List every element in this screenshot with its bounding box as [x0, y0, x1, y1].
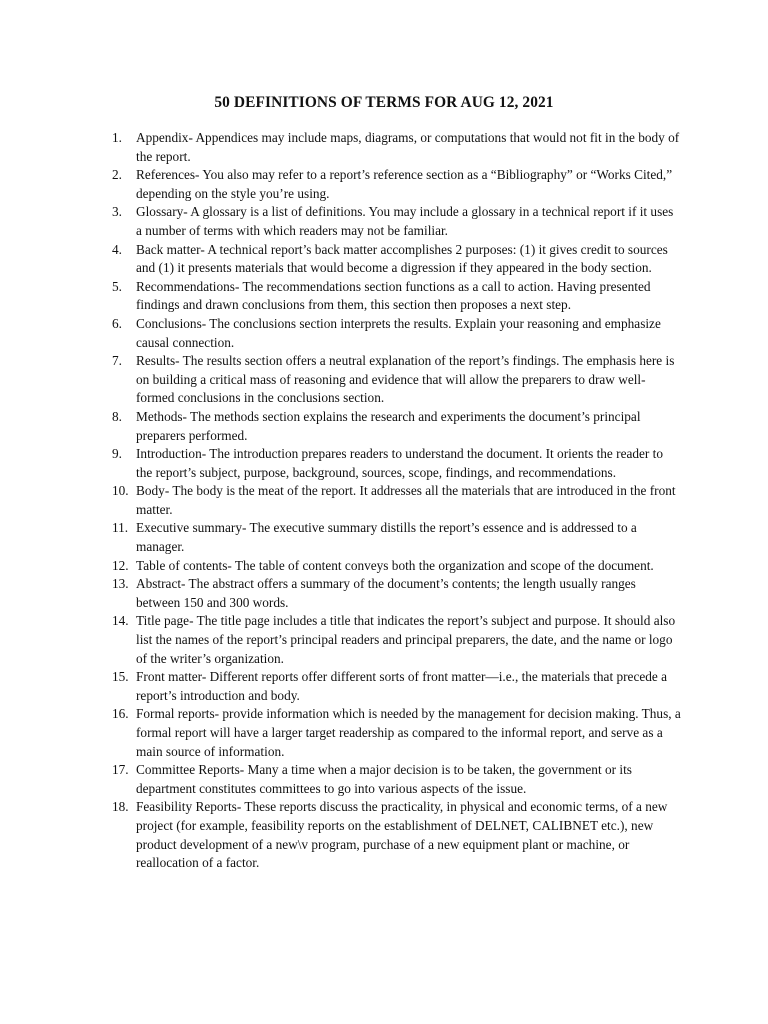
definition-item [112, 482, 682, 519]
definition-text: Back matter- A technical report’s back matter accomplishes 2 purposes: (1) it gives credit to sources and (1) it presents materials that would become a digression if they appeared in the body section. [136, 241, 668, 276]
definition-number: 9. [112, 446, 122, 462]
definition-number: 4. [112, 241, 122, 257]
definition-text: Abstract- The abstract offers a summary of the document’s contents; the length usually ranges between 150 and 300 words. [136, 576, 636, 610]
definition-number: 5. [112, 278, 122, 294]
definition-number: 8. [112, 408, 122, 424]
definition-number: 2. [112, 167, 122, 183]
definition-text: Results- The results section offers a neutral explanation of the report’s findings. The emphasis here is on building a critical mass of reasoning and evidence that will allow the preparers to draw well-formed conclusions in the conclusions section. [136, 353, 675, 406]
definition-number: 17. [112, 762, 129, 778]
definition-item [112, 241, 682, 278]
definition-item [112, 129, 682, 166]
definition-text: Formal reports- provide information which is needed by the management for decision making. Thus, a formal report will have a larger target readership as compared to the informal report, and serve as a main source of information. [136, 706, 681, 759]
definition-item [112, 445, 682, 482]
definition-number: 12. [112, 557, 129, 573]
definition-number: 16. [112, 706, 129, 722]
definition-text: Recommendations- The recommendations section functions as a call to action. Having presented findings and drawn conclusions from them, this section then proposes a next step. [136, 278, 651, 313]
definition-item [112, 705, 682, 761]
definition-item [112, 203, 682, 240]
definition-item [112, 315, 682, 352]
definition-text: Table of contents- The table of content conveys both the organization and scope of the document. [136, 557, 654, 573]
definition-item [112, 519, 682, 556]
definition-number: 15. [112, 669, 129, 685]
definition-item [112, 612, 682, 668]
definitions-list [112, 129, 682, 873]
definition-item [112, 575, 682, 612]
definition-text: Methods- The methods section explains the research and experiments the document’s principal preparers performed. [136, 408, 641, 443]
definition-text: References- You also may refer to a report’s reference section as a “Bibliography” or “Works Cited,” depending on the style you’re using. [136, 167, 673, 201]
definition-text: Executive summary- The executive summary distills the report’s essence and is addressed to a manager. [136, 520, 637, 555]
definition-text: Feasibility Reports- These reports discuss the practicality, in physical and economic terms, of a new project (for example, feasibility reports on the establishment of DELNET, CALIBNET etc.), new product development of a new\v program, purchase of a new equipment plant or machine, or reallocation of a factor. [136, 799, 668, 871]
definition-item [112, 798, 682, 872]
definition-item [112, 557, 682, 576]
definition-number: 3. [112, 204, 122, 220]
definition-item [112, 278, 682, 315]
definition-text: Conclusions- The conclusions section interprets the results. Explain your reasoning and emphasize causal connection. [136, 315, 661, 350]
definition-number: 18. [112, 799, 129, 815]
definition-item [112, 352, 682, 408]
definition-text: Glossary- A glossary is a list of definitions. You may include a glossary in a technical report if it uses a number of terms with which readers may not be familiar. [136, 204, 674, 238]
definition-item [112, 166, 682, 203]
definition-item [112, 668, 682, 705]
definition-number: 11. [112, 520, 129, 536]
definition-item [112, 761, 682, 798]
definition-text: Committee Reports- Many a time when a major decision is to be taken, the government or its department constitutes committees to go into various aspects of the issue. [136, 762, 632, 796]
definition-number: 14. [112, 613, 129, 629]
definition-number: 7. [112, 353, 122, 369]
definition-number: 10. [112, 483, 129, 499]
definition-text: Body- The body is the meat of the report. It addresses all the materials that are introduced in the front matter. [136, 483, 676, 517]
definition-item [112, 408, 682, 445]
definition-text: Front matter- Different reports offer different sorts of front matter—i.e., the materials that precede a report’s introduction and body. [136, 669, 668, 703]
definition-number: 13. [112, 576, 129, 592]
definition-text: Appendix- Appendices may include maps, diagrams, or computations that would not fit in the body of the report. [136, 130, 680, 164]
definition-number: 1. [112, 130, 122, 145]
document-title: 50 DEFINITIONS OF TERMS FOR AUG 12, 2021 [214, 94, 554, 111]
definition-text: Introduction- The introduction prepares readers to understand the document. It orients the reader to the report’s subject, purpose, background, sources, scope, findings, and recommendations. [136, 446, 664, 480]
definition-text: Title page- The title page includes a title that indicates the report’s subject and purpose. It should also list the names of the report’s principal readers and principal preparers, the date, and the name or logo of the writer’s organization. [136, 613, 676, 666]
definition-number: 6. [112, 315, 122, 331]
